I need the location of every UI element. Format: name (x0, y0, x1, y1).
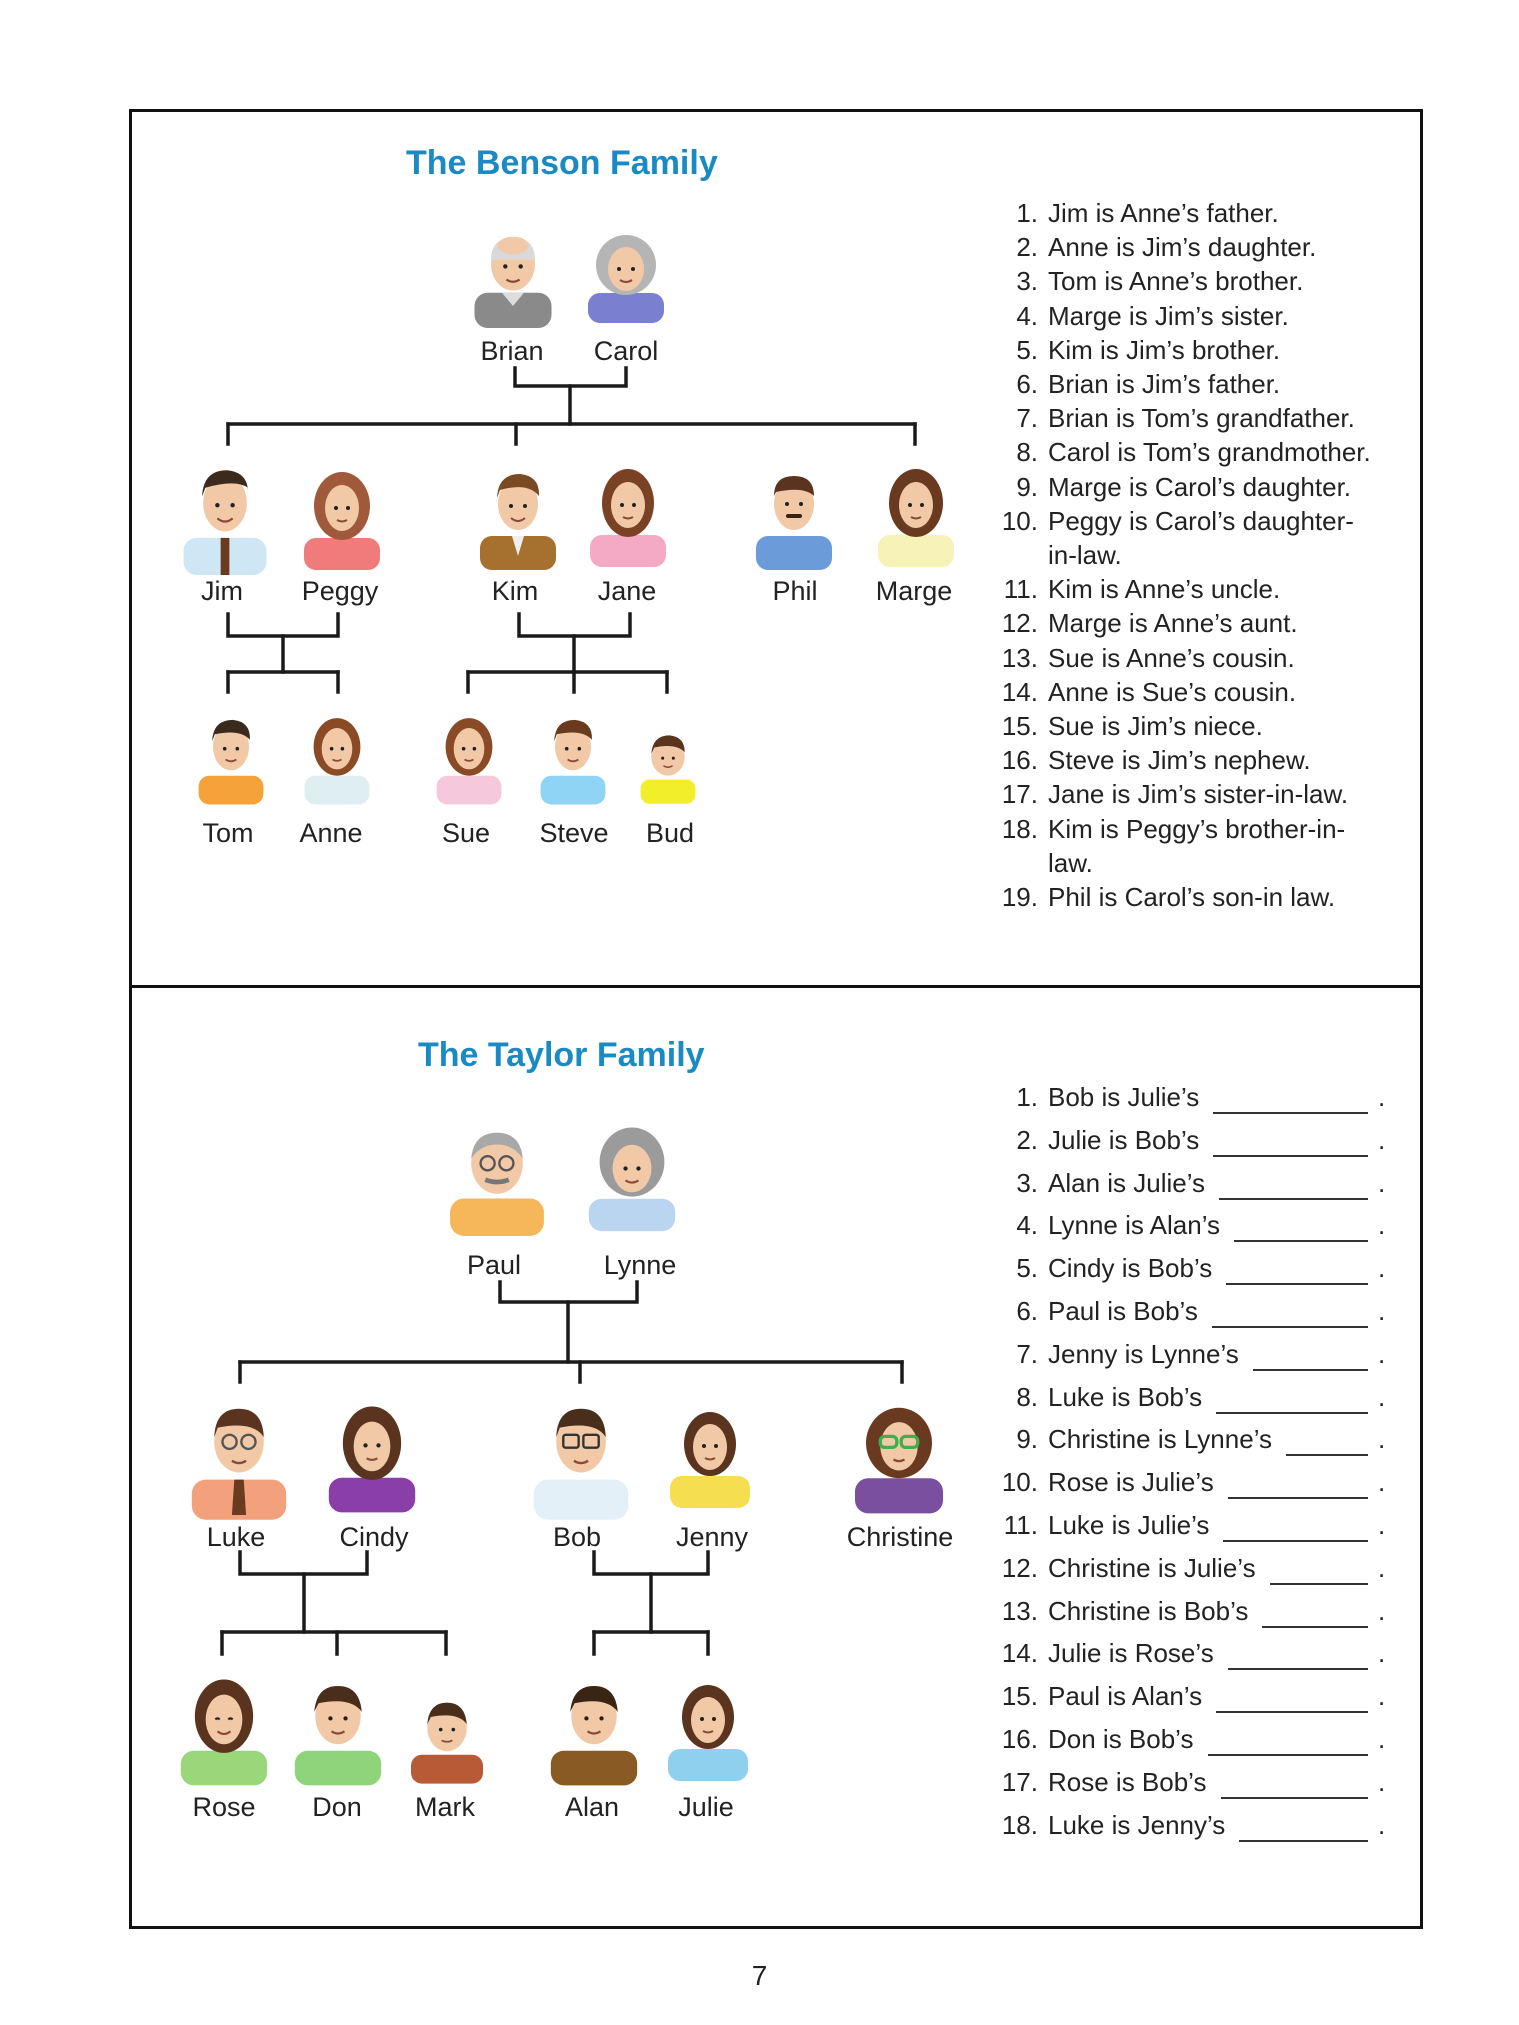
name-brian: Brian (480, 336, 544, 366)
exercise-number: 4. (1016, 1210, 1038, 1241)
exercise-text: Lynne is Alan’s (1048, 1210, 1221, 1241)
sentence-period: . (1378, 1210, 1386, 1241)
exercise-number: 7. (1016, 1338, 1038, 1369)
exercise-text: Luke is Julie’s (1048, 1510, 1210, 1540)
statement-number: 17. (1001, 779, 1038, 810)
exercise-text: Julie is Bob’s (1048, 1124, 1200, 1155)
sentence-period: . (1378, 1809, 1386, 1840)
taylor-exercise (990, 1168, 1390, 1199)
taylor-exercise (990, 1767, 1390, 1798)
exercise-number: 2. (1016, 1124, 1038, 1155)
exercise-number: 15. (1001, 1681, 1038, 1712)
statement-number: 14. (1001, 676, 1038, 707)
statement-number: 6. (1016, 369, 1038, 399)
taylor-family-title: The Taylor Family (418, 1036, 705, 1074)
exercise-number: 14. (1001, 1638, 1038, 1669)
name-marge: Marge (875, 576, 953, 606)
answer-blank[interactable] (1212, 1326, 1368, 1328)
exercise-text: Rose is Bob’s (1048, 1766, 1207, 1797)
statement-text: Marge is Jim’s sister. (1048, 300, 1289, 331)
exercise-number: 16. (1001, 1724, 1038, 1754)
answer-blank[interactable] (1286, 1454, 1368, 1456)
answer-blank[interactable] (1208, 1754, 1368, 1756)
name-julie: Julie (678, 1792, 734, 1822)
name-cindy: Cindy (339, 1522, 409, 1552)
sentence-period: . (1378, 1167, 1386, 1198)
answer-blank[interactable] (1221, 1797, 1368, 1799)
christine-avatar (844, 1390, 954, 1518)
exercise-text: Paul is Bob’s (1048, 1296, 1198, 1326)
answer-blank[interactable] (1226, 1283, 1368, 1285)
statement-number: 15. (1001, 711, 1038, 741)
bob-avatar (522, 1392, 640, 1520)
name-anne: Anne (299, 818, 363, 848)
exercise-number: 17. (1001, 1766, 1038, 1797)
answer-blank[interactable] (1213, 1112, 1368, 1114)
statement-text: Brian is Jim’s father. (1048, 369, 1281, 399)
mark-avatar (402, 1682, 492, 1788)
exercise-number: 9. (1016, 1424, 1038, 1455)
statement-text: Sue is Anne’s cousin. (1048, 642, 1295, 673)
answer-blank[interactable] (1216, 1412, 1368, 1414)
statement-number: 3. (1016, 266, 1038, 297)
exercise-number: 3. (1016, 1167, 1038, 1198)
name-christine: Christine (846, 1522, 954, 1552)
taylor-exercise (990, 1810, 1390, 1841)
exercise-number: 8. (1016, 1381, 1038, 1412)
sentence-period: . (1378, 1467, 1386, 1498)
statement-number: 13. (1001, 642, 1038, 673)
statement-number: 12. (1001, 608, 1038, 639)
answer-blank[interactable] (1223, 1540, 1368, 1542)
name-kim: Kim (491, 576, 539, 606)
exercise-number: 12. (1001, 1552, 1038, 1583)
exercise-text: Luke is Jenny’s (1048, 1809, 1226, 1840)
lynne-avatar (578, 1114, 686, 1236)
statement-text: Marge is Anne’s aunt. (1048, 608, 1298, 639)
sentence-period: . (1378, 1424, 1386, 1455)
statement-text-continued: in-law. (1048, 540, 1122, 570)
taylor-exercise (990, 1382, 1390, 1413)
page-number: 7 (751, 1960, 768, 1991)
answer-blank[interactable] (1239, 1840, 1368, 1842)
exercise-text: Cindy is Bob’s (1048, 1253, 1213, 1284)
statement-number: 5. (1016, 334, 1038, 365)
cindy-avatar (318, 1390, 426, 1518)
sentence-period: . (1378, 1552, 1386, 1583)
statement-text: Jim is Anne’s father. (1048, 198, 1279, 228)
taylor-exercise (990, 1125, 1390, 1156)
statement-text: Steve is Jim’s nephew. (1048, 745, 1311, 776)
jenny-avatar (660, 1390, 760, 1518)
name-phil: Phil (772, 576, 818, 606)
exercise-number: 18. (1001, 1809, 1038, 1840)
exercise-number: 5. (1016, 1253, 1038, 1284)
statement-number: 11. (1003, 574, 1038, 605)
taylor-exercise (990, 1424, 1390, 1455)
exercise-number: 6. (1016, 1296, 1038, 1326)
taylor-exercise (990, 1210, 1390, 1241)
statement-number: 16. (1001, 745, 1038, 776)
sentence-period: . (1378, 1681, 1386, 1712)
name-mark: Mark (415, 1792, 475, 1822)
name-tom: Tom (202, 818, 254, 848)
exercise-text: Alan is Julie’s (1048, 1167, 1206, 1198)
name-jenny: Jenny (675, 1522, 749, 1552)
sentence-period: . (1378, 1082, 1386, 1112)
name-lynne: Lynne (603, 1250, 677, 1280)
exercise-number: 1. (1016, 1082, 1038, 1112)
sentence-period: . (1378, 1338, 1386, 1369)
taylor-exercise (990, 1638, 1390, 1669)
statement-text: Kim is Peggy’s brother-in- (1048, 813, 1346, 844)
answer-blank[interactable] (1228, 1497, 1368, 1499)
statement-number: 1. (1016, 198, 1038, 228)
rose-avatar (170, 1666, 278, 1788)
statement-text: Jane is Jim’s sister-in-law. (1048, 779, 1349, 810)
statement-text: Peggy is Carol’s daughter- (1048, 505, 1354, 536)
taylor-exercise (990, 1467, 1390, 1498)
exercise-text: Jenny is Lynne’s (1048, 1338, 1239, 1369)
luke-avatar (180, 1392, 298, 1520)
name-jim: Jim (201, 576, 243, 606)
name-bud: Bud (645, 818, 695, 848)
don-avatar (284, 1666, 392, 1788)
statement-number: 18. (1001, 813, 1038, 844)
sentence-period: . (1378, 1296, 1386, 1326)
taylor-exercise (990, 1681, 1390, 1712)
taylor-exercise (990, 1082, 1390, 1113)
name-don: Don (312, 1792, 362, 1822)
julie-avatar (658, 1666, 758, 1788)
statement-text: Tom is Anne’s brother. (1048, 266, 1304, 297)
exercise-text: Rose is Julie’s (1048, 1467, 1214, 1498)
taylor-exercise (990, 1724, 1390, 1755)
answer-blank[interactable] (1213, 1155, 1368, 1157)
statement-number: 7. (1016, 403, 1038, 434)
taylor-exercise (990, 1296, 1390, 1327)
statement-text: Kim is Jim’s brother. (1048, 334, 1281, 365)
sentence-period: . (1378, 1124, 1386, 1155)
statement-text: Phil is Carol’s son-in law. (1048, 882, 1336, 912)
statement-text: Carol is Tom’s grandmother. (1048, 437, 1371, 468)
statement-number: 19. (1001, 882, 1038, 912)
taylor-exercise (990, 1339, 1390, 1370)
answer-blank[interactable] (1216, 1711, 1368, 1713)
exercise-number: 13. (1001, 1595, 1038, 1626)
statement-text: Sue is Jim’s niece. (1048, 711, 1263, 741)
alan-avatar (540, 1666, 648, 1788)
exercise-text: Luke is Bob’s (1048, 1381, 1203, 1412)
sentence-period: . (1378, 1510, 1386, 1540)
answer-blank[interactable] (1253, 1369, 1368, 1371)
statement-number: 2. (1016, 232, 1038, 263)
statement-number: 4. (1016, 300, 1038, 331)
exercise-number: 10. (1001, 1467, 1038, 1498)
name-luke: Luke (206, 1522, 266, 1552)
answer-blank[interactable] (1270, 1583, 1368, 1585)
sentence-period: . (1378, 1638, 1386, 1669)
exercise-text: Christine is Lynne’s (1048, 1424, 1272, 1455)
statement-text: Anne is Jim’s daughter. (1048, 232, 1317, 263)
exercise-text: Julie is Rose’s (1048, 1638, 1214, 1669)
sentence-period: . (1378, 1766, 1386, 1797)
exercise-text: Christine is Bob’s (1048, 1595, 1249, 1626)
answer-blank[interactable] (1234, 1240, 1368, 1242)
name-bob: Bob (552, 1522, 602, 1552)
exercise-text: Paul is Alan’s (1048, 1681, 1203, 1712)
benson-family-title: The Benson Family (406, 144, 718, 182)
sentence-period: . (1378, 1253, 1386, 1284)
name-jane: Jane (597, 576, 657, 606)
sentence-period: . (1378, 1724, 1386, 1754)
answer-blank[interactable] (1219, 1198, 1368, 1200)
exercise-number: 11. (1003, 1510, 1038, 1540)
taylor-exercise (990, 1596, 1390, 1627)
answer-blank[interactable] (1228, 1668, 1368, 1670)
statement-text: Kim is Anne’s uncle. (1048, 574, 1281, 605)
sentence-period: . (1378, 1595, 1386, 1626)
name-rose: Rose (192, 1792, 256, 1822)
name-peggy: Peggy (301, 576, 379, 606)
statement-text: Marge is Carol’s daughter. (1048, 471, 1352, 502)
statement-number: 10. (1001, 505, 1038, 536)
answer-blank[interactable] (1262, 1626, 1368, 1628)
statement-text: Anne is Sue’s cousin. (1048, 676, 1297, 707)
statement-text: Brian is Tom’s grandfather. (1048, 403, 1355, 434)
name-sue: Sue (441, 818, 491, 848)
exercise-text: Don is Bob’s (1048, 1724, 1194, 1754)
exercise-text: Bob is Julie’s (1048, 1082, 1200, 1112)
name-alan: Alan (564, 1792, 620, 1822)
name-paul: Paul (466, 1250, 522, 1280)
taylor-exercise (990, 1553, 1390, 1584)
exercise-text: Christine is Julie’s (1048, 1552, 1256, 1583)
name-carol: Carol (593, 336, 659, 366)
statement-number: 8. (1016, 437, 1038, 468)
taylor-exercise (990, 1253, 1390, 1284)
paul-avatar (438, 1114, 556, 1236)
statement-text-continued: law. (1048, 847, 1093, 878)
sentence-period: . (1378, 1381, 1386, 1412)
name-steve: Steve (539, 818, 609, 848)
statement-number: 9. (1016, 471, 1038, 502)
taylor-exercise (990, 1510, 1390, 1541)
